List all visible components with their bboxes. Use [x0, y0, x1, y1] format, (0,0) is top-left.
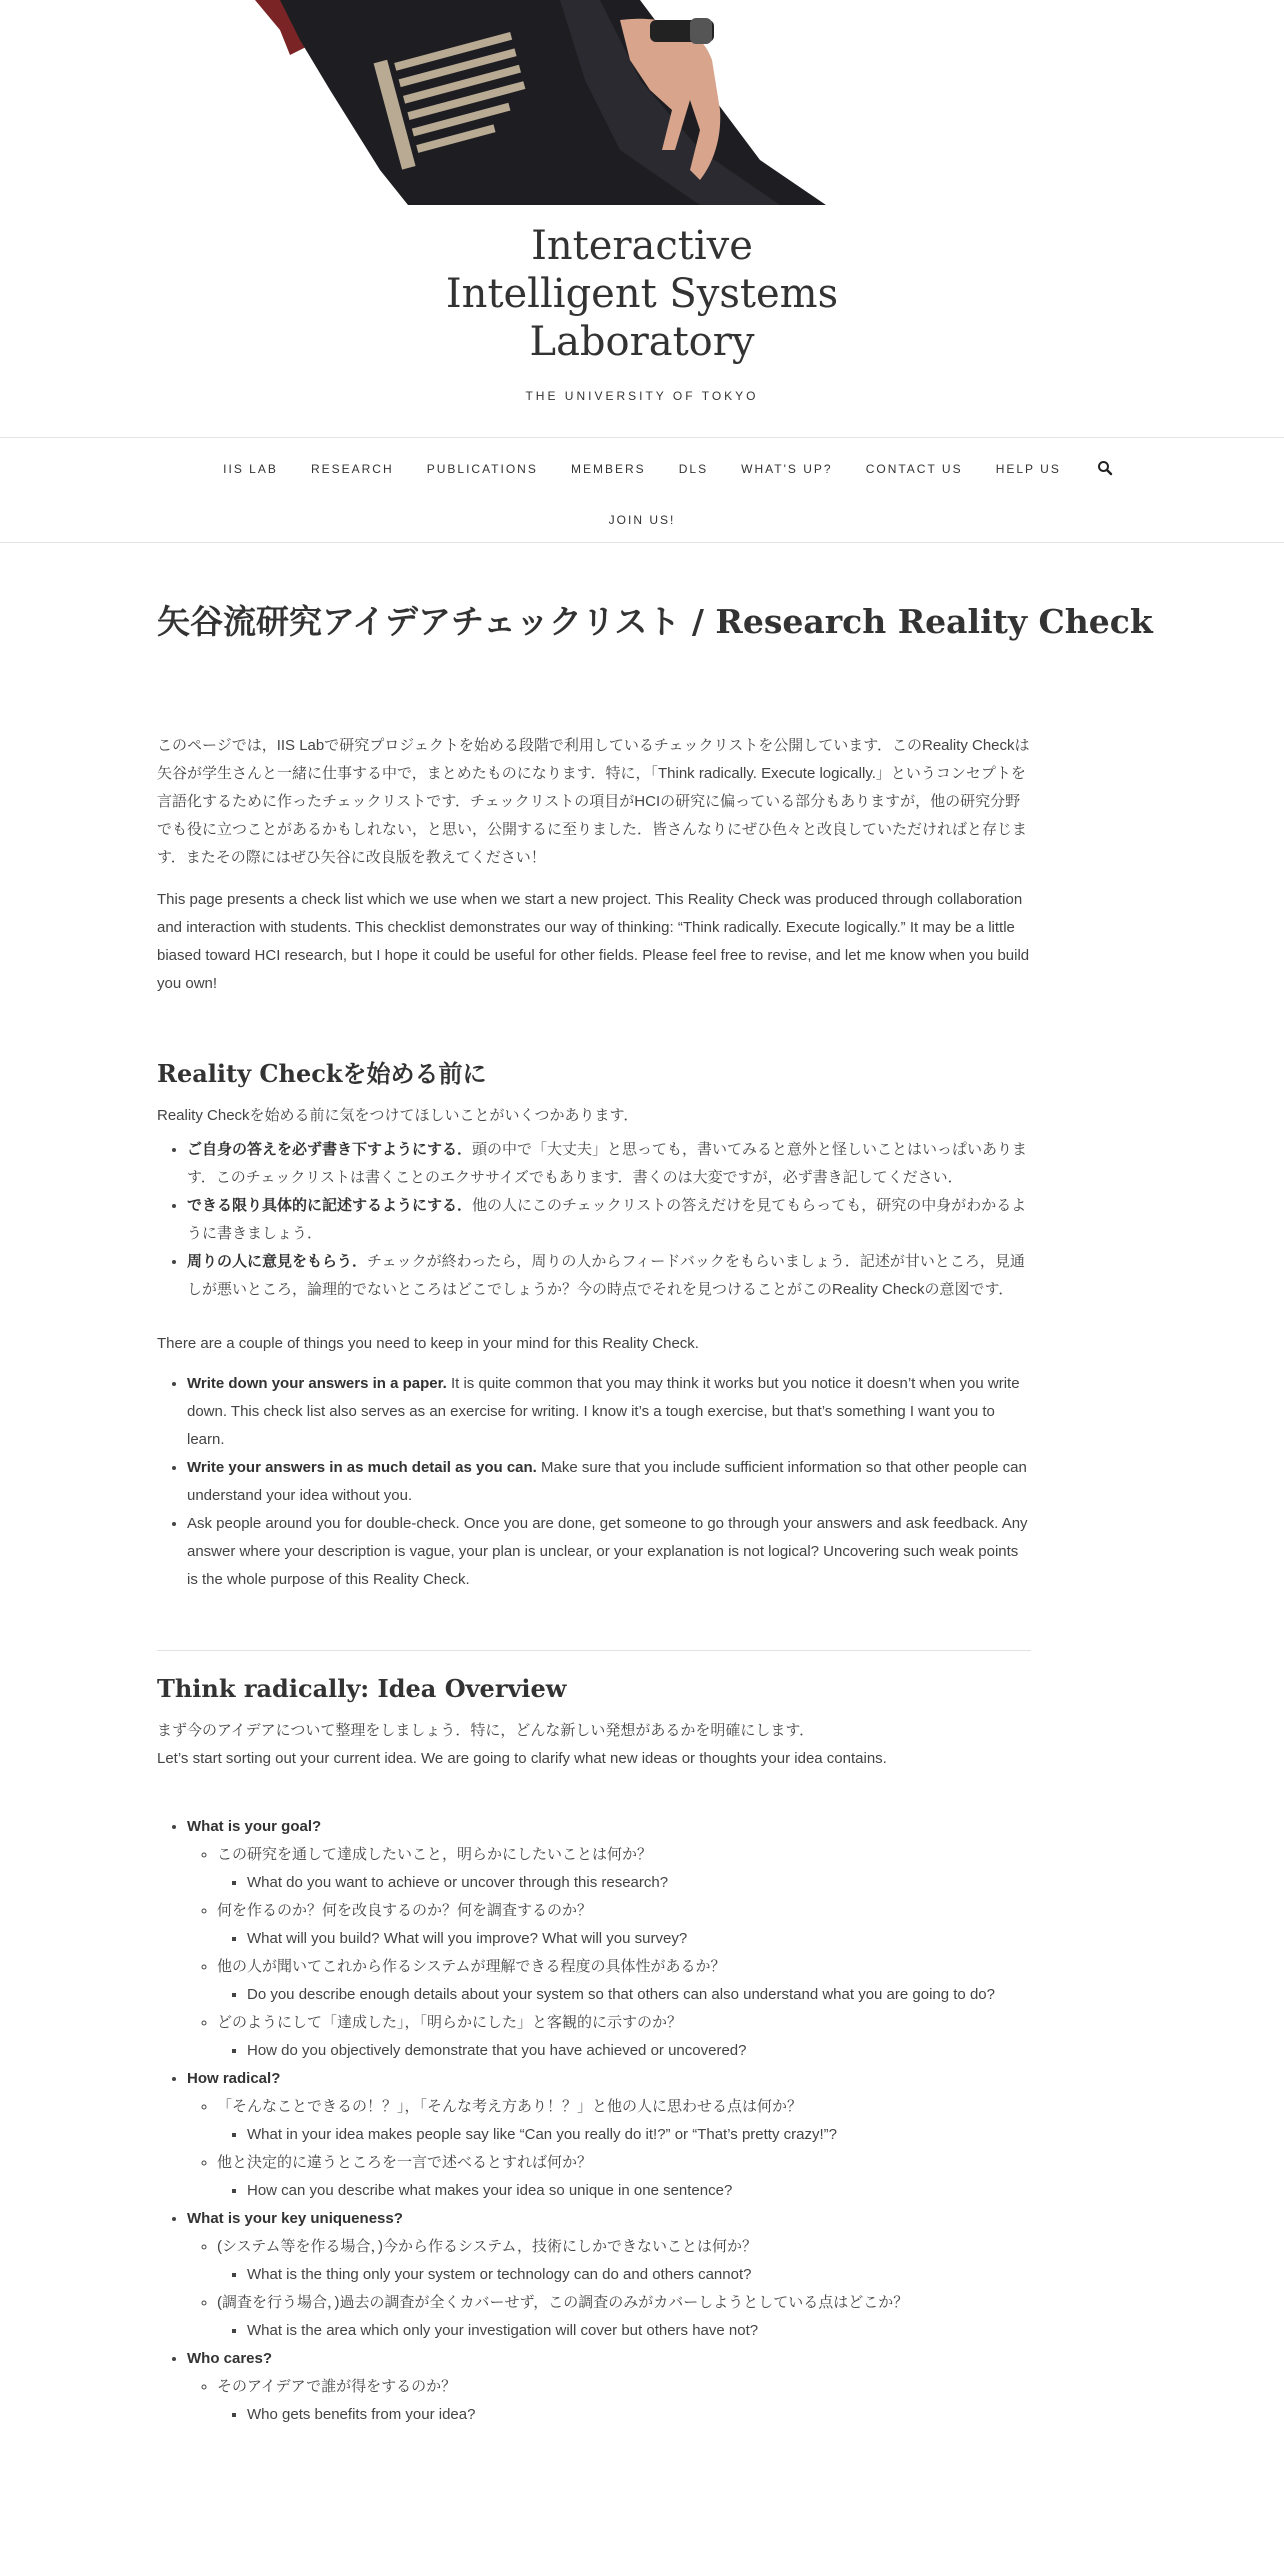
before-list-japanese [157, 1136, 1031, 1304]
nav-item-join-us[interactable]: JOIN US! [608, 513, 676, 527]
list-item: • 周りの人に意見をもらう．チェックが終わったら，周りの人からフィードバックをもらいましょう．記述が甘いところ，見通しが悪いところ，論理的でないところはどこでしょうか？今の時点でそれを見つけることがこのReality Checkの意図です． [187, 1248, 1031, 1304]
before-list-english [157, 1370, 1031, 1594]
nav-item-members[interactable]: MEMBERS [570, 462, 646, 476]
search-icon[interactable] [1097, 460, 1113, 476]
nav-item-iis-lab[interactable]: IIS LAB [223, 462, 278, 476]
article-content [157, 600, 1153, 2429]
list-item: ▪ What in your idea makes people say like “Can you really do it!?” or “That’s pretty crazy!”? [247, 2121, 1031, 2149]
list-item: • How radical? ◦ 「そんなことできるの！？」，「そんな考え方あり！？」と他の人に思わせる点は何か？ ▪ What in your idea makes people say like “Can you really do it!?” or “That’s pretty crazy!”? ◦ 他と決定的に違うところを一言で述べるとすれば何か？ ▪ How can you describe what makes your idea so unique in one sentence? [187, 2065, 1031, 2205]
list-item: ◦ (システム等を作る場合，)今から作るシステム，技術にしかできないことは何か？ ▪ What is the thing only your system or technology can do and others cannot? [217, 2233, 1031, 2289]
nav-item-whats-up[interactable]: WHAT'S UP? [741, 462, 833, 476]
site-tagline: THE UNIVERSITY OF TOKYO [525, 389, 759, 403]
before-lead-english: There are a couple of things you need to keep in your mind for this Reality Check. [157, 1335, 699, 1352]
overview-lead-english: Let’s start sorting out your current idea. We are going to clarify what new ideas or thoughts your idea contains. [157, 1750, 887, 1767]
section-heading-overview: Think radically: Idea Overview [157, 1674, 567, 1703]
header-photo [0, 0, 1284, 205]
list-item: ◦ どのようにして「達成した」，「明らかにした」と客観的に示すのか？ ▪ How do you objectively demonstrate that you have achieved or uncovered? [217, 2009, 1031, 2065]
list-item: • What is your goal? ◦ この研究を通して達成したいこと，明らかにしたいことは何か？ ▪ What do you want to achieve or uncover through this research? ◦ 何を作るのか？何を改良するのか？何を調査するのか？ ▪ What will you build? What will you improve? What will you survey? ◦ 他の人が聞いてこれから作るシステムが理解できる程度の具体性があるか？ ▪ Do you describe enough details about your system so that others can also understand what you are going to do? ◦ どのようにして「達成した」，「明らかにした」と客観的に示すのか？ ▪ How do you objectively demonstrate that you have achieved or uncovered? [187, 1813, 1031, 2065]
list-item: ▪ Do you describe enough details about your system so that others can also understand what you are going to do? [247, 1981, 1031, 2009]
nav-item-contact-us[interactable]: CONTACT US [865, 462, 963, 476]
site-title-line: Interactive [531, 223, 753, 269]
site-title-line: Intelligent Systems [445, 271, 839, 317]
list-item: ◦ そのアイデアで誰が得をするのか？ ▪ Who gets benefits from your idea? [217, 2373, 1031, 2429]
intro-english: This page presents a check list which we use when we start a new project. This Reality Check was produced through collaboration and interaction with students. This checklist demonstrates our way of thinking: “Think radically. Execute logically.” It may be a little biased toward HCI research, but I hope it could be useful for other fields. Please feel free to revise, and let me know when you build you own! [157, 891, 1030, 992]
list-item: ◦ 「そんなことできるの！？」，「そんな考え方あり！？」と他の人に思わせる点は何か？ ▪ What in your idea makes people say like “Can you really do it!?” or “That’s pretty crazy!”? [217, 2093, 1031, 2149]
nav-item-dls[interactable]: DLS [678, 462, 709, 476]
list-item: ◦ 他の人が聞いてこれから作るシステムが理解できる程度の具体性があるか？ ▪ Do you describe enough details about your system so that others can also understand what you are going to do? [217, 1953, 1031, 2009]
section-divider [157, 1650, 1031, 1651]
list-item: • できる限り具体的に記述するようにする．他の人にこのチェックリストの答えだけを見てもらっても，研究の中身がわかるように書きましょう． [187, 1192, 1031, 1248]
site-title-line: Laboratory [529, 319, 755, 365]
list-item: • ご自身の答えを必ず書き下すようにする．頭の中で「大丈夫」と思っても，書いてみると意外と怪しいことはいっぱいあります．このチェックリストは書くことのエクササイズでもあります．書くのは大変ですが，必ず書き記してください． [187, 1136, 1031, 1192]
list-item: • Ask people around you for double-check. Once you are done, get someone to go through your answers and ask feedback. Any answer where your description is vague, your plan is unclear, or your explanation is not logical? Uncovering such weak points is the whole purpose of this Reality Check. [187, 1510, 1031, 1594]
overview-checklist [157, 1813, 1031, 2429]
nav-item-research[interactable]: RESEARCH [310, 462, 394, 476]
main-navigation [0, 437, 1284, 543]
list-item: ◦ (調査を行う場合，)過去の調査が全くカバーせず，この調査のみがカバーしようとしている点はどこか？ ▪ What is the area which only your investigation will cover but others have not? [217, 2289, 1031, 2345]
overview-lead-japanese: まず今のアイデアについて整理をしましょう．特に，どんな新しい発想があるかを明確にします． [157, 1722, 815, 1739]
list-item: • What is your key uniqueness? ◦ (システム等を作る場合，)今から作るシステム，技術にしかできないことは何か？ ▪ What is the thing only your system or technology can do and others cannot? ◦ (調査を行う場合，)過去の調査が全くカバーせず，この調査のみがカバーしようとしている点はどこか？ ▪ What is the area which only your investigation will cover but others have not? [187, 2205, 1031, 2345]
list-item: • Who cares? ◦ そのアイデアで誰が得をするのか？ ▪ Who gets benefits from your idea? [187, 2345, 1031, 2429]
before-lead-japanese: Reality Checkを始める前に気をつけてほしいことがいくつかあります． [157, 1107, 639, 1124]
list-item: ◦ 他と決定的に違うところを一言で述べるとすれば何か？ ▪ How can you describe what makes your idea so unique in one sentence? [217, 2149, 1031, 2205]
list-item: ▪ How can you describe what makes your idea so unique in one sentence? [247, 2177, 1031, 2205]
page-title: 矢谷流研究アイデアチェックリスト / Research Reality Check [157, 602, 1153, 641]
list-item: ▪ How do you objectively demonstrate that you have achieved or uncovered? [247, 2037, 1031, 2065]
list-item: ▪ What is the area which only your investigation will cover but others have not? [247, 2317, 1031, 2345]
list-item: ▪ What is the thing only your system or technology can do and others cannot? [247, 2261, 1031, 2289]
nav-item-help-us[interactable]: HELP US [995, 462, 1061, 476]
list-item: ▪ What will you build? What will you improve? What will you survey? [247, 1925, 1031, 1953]
section-heading-before: Reality Checkを始める前に [157, 1059, 487, 1088]
site-title[interactable] [0, 222, 1284, 366]
list-item: ▪ What do you want to achieve or uncover through this research? [247, 1869, 1031, 1897]
list-item: ▪ Who gets benefits from your idea? [247, 2401, 1031, 2429]
list-item: • Write down your answers in a paper. It is quite common that you may think it works but you notice it doesn’t when you write down. This check list also serves as an exercise for writing. I know it’s a tough exercise, but that’s something I want you to learn. [187, 1370, 1031, 1454]
list-item: • Write your answers in as much detail as you can. Make sure that you include sufficient information so that other people can understand your idea without you. [187, 1454, 1031, 1510]
intro-japanese: このページでは，IIS Labで研究プロジェクトを始める段階で利用しているチェックリストを公開しています．このReality Checkは矢谷が学生さんと一緒に仕事する中で，まとめたものになります．特に，「Think radically. Execute logically.」というコンセプトを言語化するために作ったチェックリストです．チェックリストの項目がHCIの研究に偏っている部分もありますが，他の研究分野でも役に立つことがあるかもしれない，と思い，公開するに至りました．皆さんなりにぜひ色々と改良していただければと存じます．またその際にはぜひ矢谷に改良版を教えてください！ [157, 737, 1030, 866]
list-item: ◦ この研究を通して達成したいこと，明らかにしたいことは何か？ ▪ What do you want to achieve or uncover through this research? [217, 1841, 1031, 1897]
nav-item-publications[interactable]: PUBLICATIONS [426, 462, 538, 476]
list-item: ◦ 何を作るのか？何を改良するのか？何を調査するのか？ ▪ What will you build? What will you improve? What will you survey? [217, 1897, 1031, 1953]
